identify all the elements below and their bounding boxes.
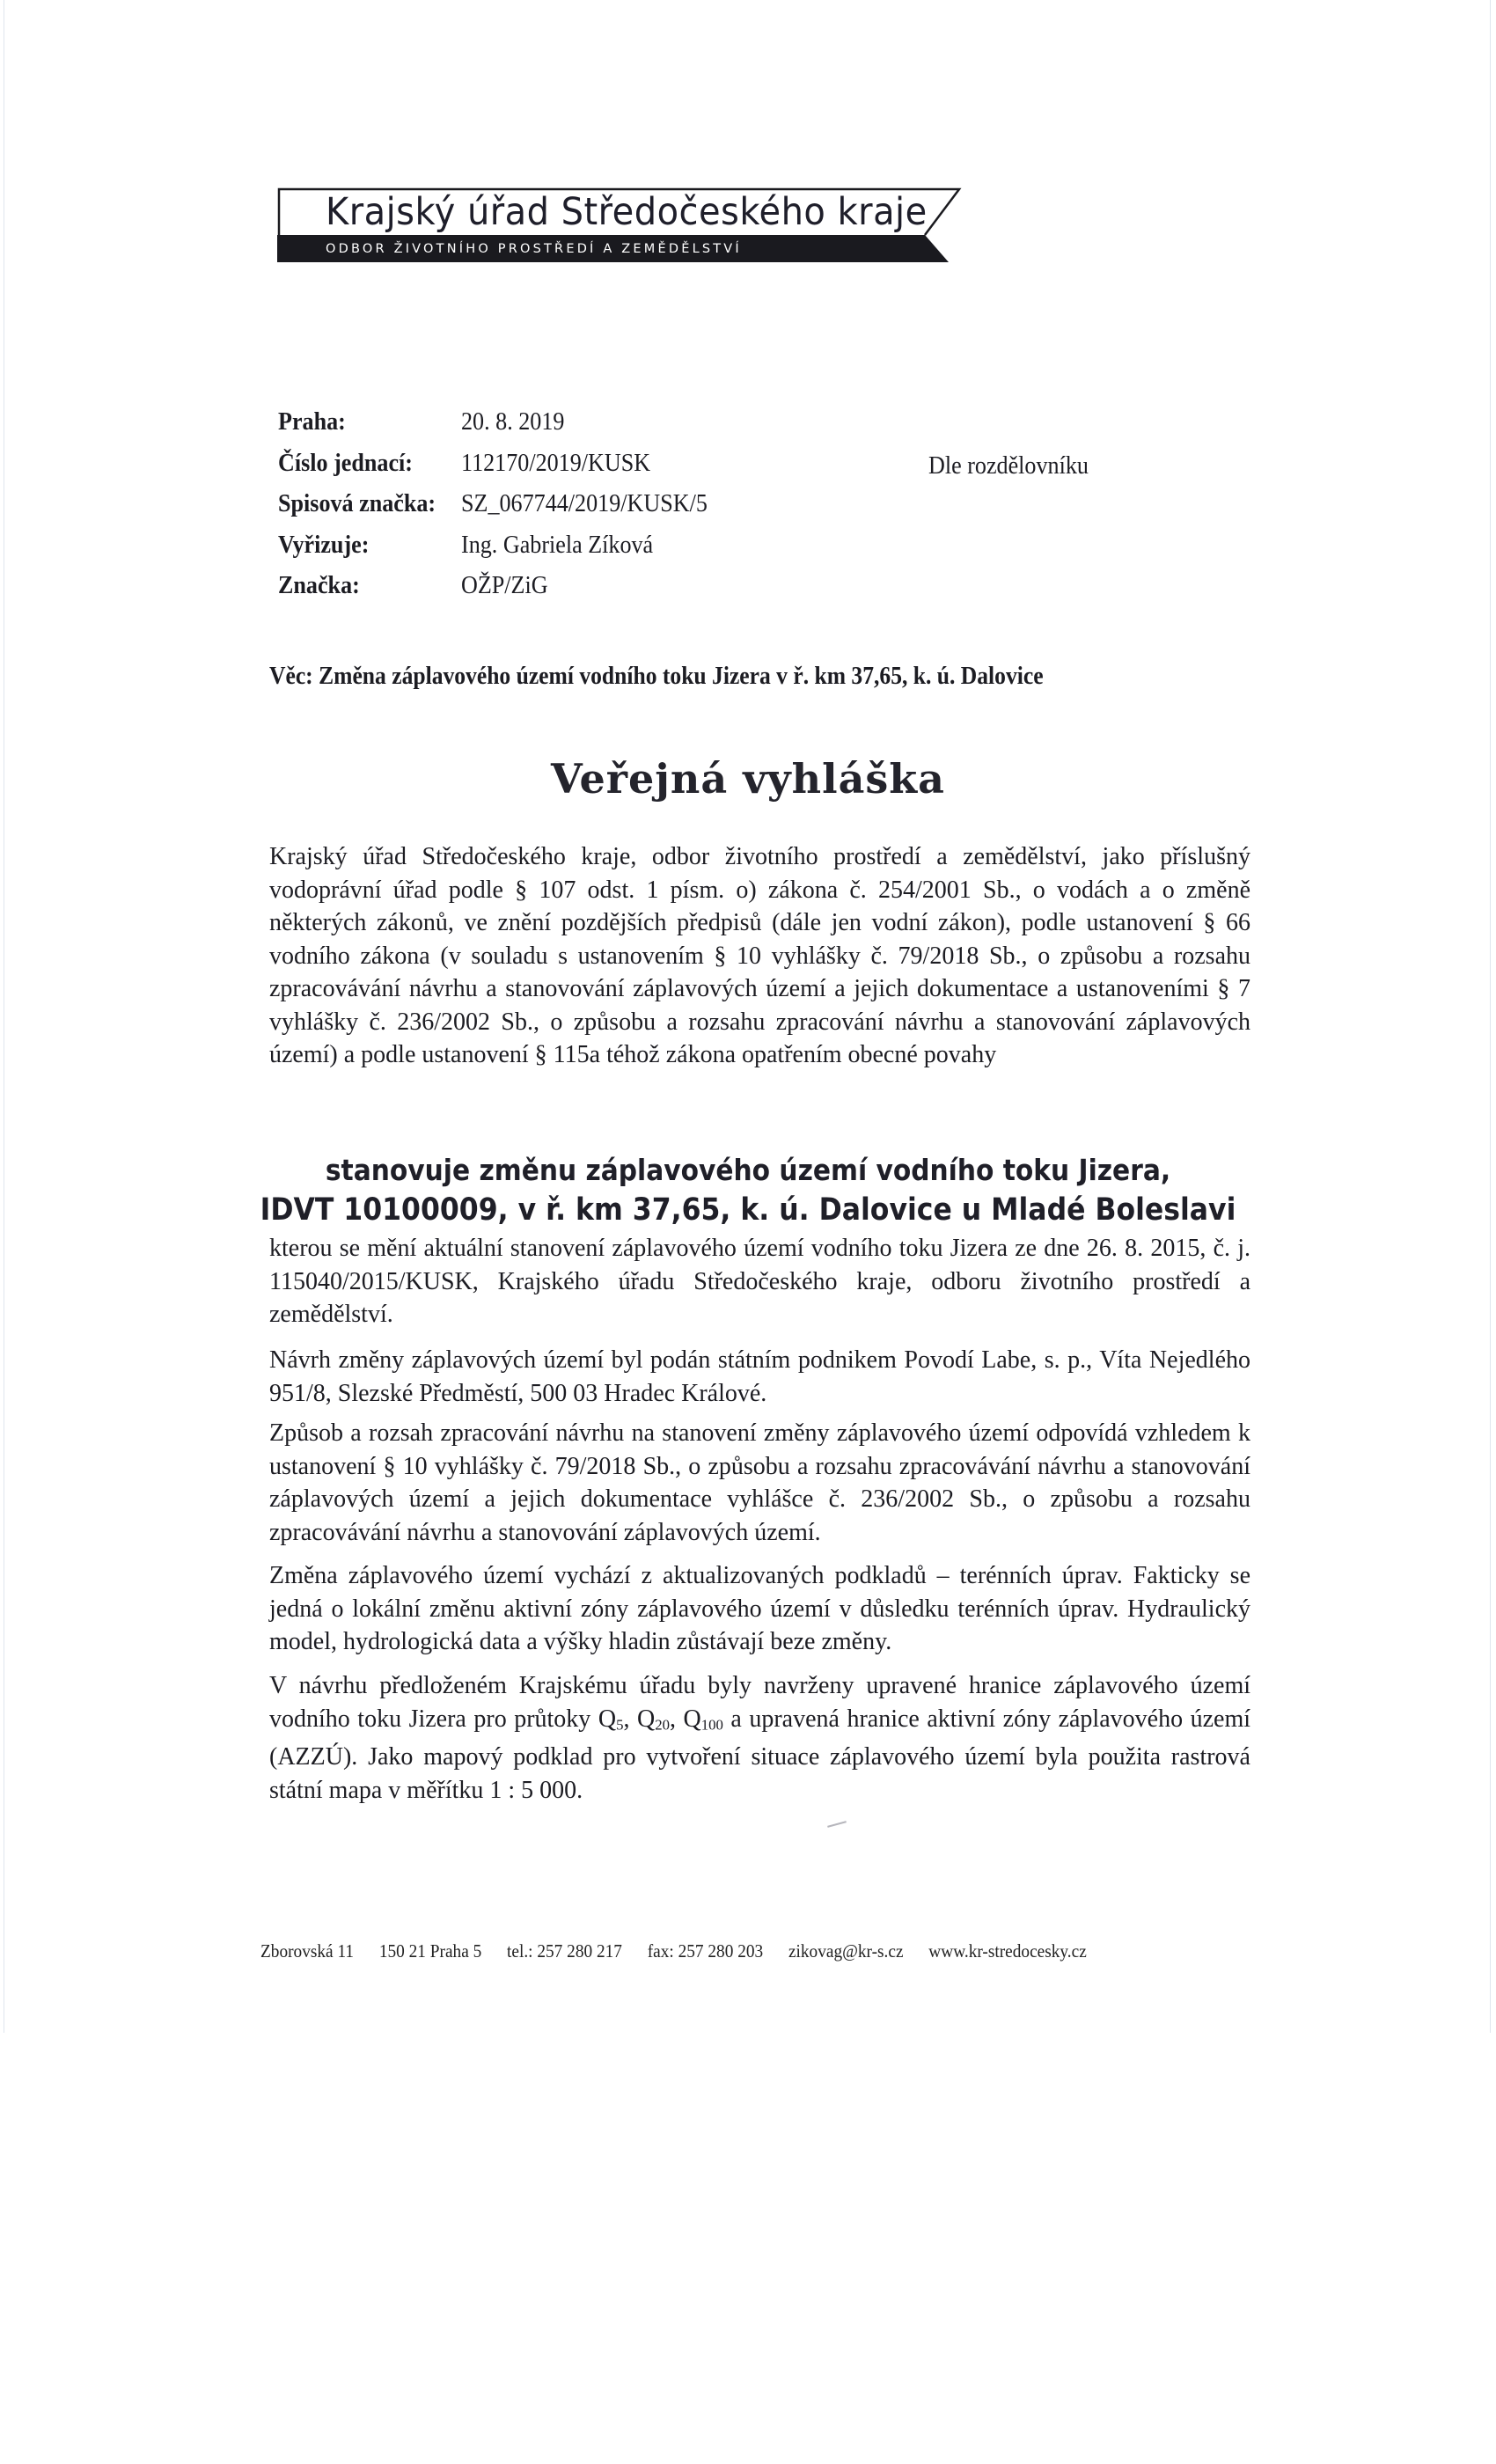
footer-street: Zborovská 11 xyxy=(260,1940,355,1962)
footer-fax: fax: 257 280 203 xyxy=(647,1940,764,1962)
paragraph-map xyxy=(269,1669,1250,1807)
paragraph-proposal: Návrh změny záplavových území byl podán státním podnikem Povodí Labe, s. p., Víta Nejedlého 951/8, Slezské Předměstí, 500 03 Hradec Králové. xyxy=(269,1346,1250,1407)
footer-email-link[interactable]: zikovag@kr-s.cz xyxy=(788,1940,904,1962)
footer-contact xyxy=(260,1940,1108,1962)
decision-line-2: IDVT 10100009, v ř. km 37,65, k. ú. Dalovice u Mladé Boleslavi xyxy=(260,1192,1236,1228)
meta-value: 20. 8. 2019 xyxy=(461,407,565,436)
page-edge-right xyxy=(1490,0,1491,2033)
map-text-after: a upravená hranice aktivní zóny záplavového území (AZZÚ). Jako mapový podklad pro vytvoření situace záplavového území byla použita rastrová státní mapa v měřítku 1 : 5 000. xyxy=(269,1705,1250,1804)
decision-line-1: stanovuje změnu záplavového území vodního toku Jizera, xyxy=(325,1153,1171,1187)
meta-label: Číslo jednací: xyxy=(278,448,413,477)
paragraph-method: Způsob a rozsah zpracování návrhu na stanovení změny záplavového území odpovídá vzhledem k ustanovení § 10 vyhlášky č. 79/2018 Sb., o způsobu a rozsahu zpracovávání návrhu a stanovování záplavových území a jejich dokumentace vyhlášce č. 236/2002 Sb., o způsobu a rozsahu zpracovávání návrhu a stanovování záplavových území. xyxy=(269,1419,1250,1546)
footer-phone[interactable]: tel.: 257 280 217 xyxy=(507,1940,622,1962)
department-name: ODBOR ŽIVOTNÍHO PROSTŘEDÍ A ZEMĚDĚLSTVÍ xyxy=(326,242,742,256)
meta-value: OŽP/ZiG xyxy=(461,571,548,599)
scan-mark xyxy=(827,1821,847,1828)
meta-label: Praha: xyxy=(278,407,346,436)
document-title: Veřejná vyhláška xyxy=(551,755,945,803)
footer-city: 150 21 Praha 5 xyxy=(378,1940,482,1962)
flow-q5-sub: 5 xyxy=(616,1715,624,1733)
meta-label: Vyřizuje: xyxy=(278,530,370,559)
meta-value: SZ_067744/2019/KUSK/5 xyxy=(461,489,708,517)
authority-name: Krajský úřad Středočeského kraje xyxy=(326,190,928,234)
flow-q100-sub: 100 xyxy=(700,1715,723,1733)
flow-q20-sub: 20 xyxy=(655,1715,670,1733)
recipient: Dle rozdělovníku xyxy=(928,451,1089,480)
authority-banner xyxy=(277,187,972,264)
meta-value: 112170/2019/KUSK xyxy=(461,448,651,477)
intro-paragraph: Krajský úřad Středočeského kraje, odbor životního prostředí a zemědělství, jako příslušný vodoprávní úřad podle § 107 odst. 1 písm. o) zákona č. 254/2001 Sb., o vodách a o změně některých zákonů, ve znění pozdějších předpisů (dále jen vodní zákon), podle ustanovení § 66 vodního zákona (v souladu s ustanovením § 10 vyhlášky č. 79/2018 Sb., o způsobu a rozsahu zpracovávání návrhu a stanovování záplavových území a jejich dokumentace a ustanoveními § 7 vyhlášky č. 236/2002 Sb., o způsobu a rozsahu zpracování návrhu a stanovování záplavových území) a podle ustanovení § 115a téhož zákona opatřením obecné povahy xyxy=(269,843,1250,1068)
meta-value: Ing. Gabriela Zíková xyxy=(461,530,654,559)
subject-line: Věc: Změna záplavového území vodního toku Jizera v ř. km 37,65, k. ú. Dalovice xyxy=(269,662,1044,690)
separator: , xyxy=(669,1705,684,1733)
map-text-before: V návrhu předloženém Krajskému úřadu byly navrženy upravené hranice záplavového území vodního toku Jizera pro průtoky xyxy=(269,1672,1250,1733)
flow-q5: Q xyxy=(598,1705,617,1733)
paragraph-change: Změna záplavového území vychází z aktualizovaných podkladů – terénních úprav. Fakticky se jedná o lokální změnu aktivní zóny záplavového území v důsledku terénních úprav. Hydraulický model, hydrologická data a výšky hladin zůstávají beze změny. xyxy=(269,1562,1250,1655)
footer-website-link[interactable]: www.kr-stredocesky.cz xyxy=(928,1940,1087,1962)
decision-heading xyxy=(0,1151,1496,1230)
meta-label: Spisová značka: xyxy=(278,489,436,517)
separator: , xyxy=(623,1705,637,1733)
meta-label: Značka: xyxy=(278,571,360,599)
paragraph-amendment: kterou se mění aktuální stanovení záplavového území vodního toku Jizera ze dne 26. 8. 2015, č. j. 115040/2015/KUSK, Krajského úřadu Středočeského kraje, odboru životního prostředí a zemědělství. xyxy=(269,1235,1250,1328)
flow-q100: Q xyxy=(683,1705,701,1733)
flow-q20: Q xyxy=(636,1705,656,1733)
